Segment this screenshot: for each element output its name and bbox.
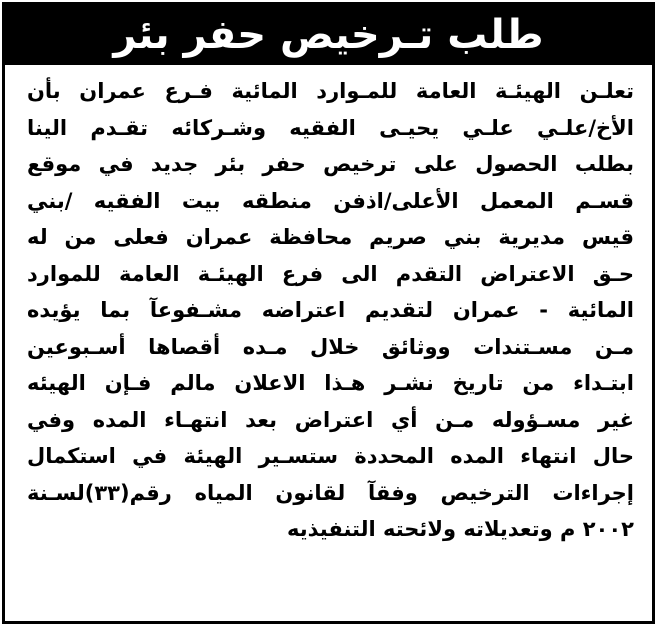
body-line: غير مسـؤوله مـن أي اعتراض بعد انتهـاء المده وفي	[27, 407, 634, 432]
body-line: المائية - عمران لتقديم اعتراضه مشـفوعآ بما يؤيده	[27, 298, 634, 322]
body-line: الأخ/علـي علـي يحيـى الفقيه وشـركائه تقـدم الينا	[27, 115, 634, 140]
ad-body	[27, 73, 634, 548]
body-line: ٢٠٠٢ م وتعديلاته ولائحته التنفيذيه	[287, 517, 634, 541]
body-line: تعلـن الهيئـة العامة للمـوارد المائية فـرع عمران بأن	[27, 79, 634, 103]
body-line: حـق الاعتراض التقدم الى فرع الهيئـة العامة للموارد	[27, 261, 634, 286]
ad-frame	[2, 2, 655, 624]
body-line: إجراءات الترخيص وفقآ لقانون المياه رقم(٣٣)لسـنة	[27, 480, 634, 505]
body-line: حال انتهاء المده المحددة ستسـير الهيئة في استكمال	[27, 444, 634, 468]
body-line: مـن مسـتندات ووثائق خلال مـده أقصاها أسـبوعين	[27, 334, 634, 359]
body-line: بطلب الحصول على ترخيص حفر بئر جديد في موقع	[27, 152, 634, 176]
body-line: قسـم المعمل الأعلى/اذفن منطقه بيت الفقيه /بني	[27, 188, 634, 213]
body-line: قيس مديرية بني صريم محافظة عمران فعلى من له	[27, 225, 634, 249]
body-line: ابتـداء من تاريخ نشـر هـذا الاعلان مالم فـإن الهيئه	[27, 371, 634, 395]
ad-title: طلب تـرخيص حفر بئر	[5, 5, 652, 65]
